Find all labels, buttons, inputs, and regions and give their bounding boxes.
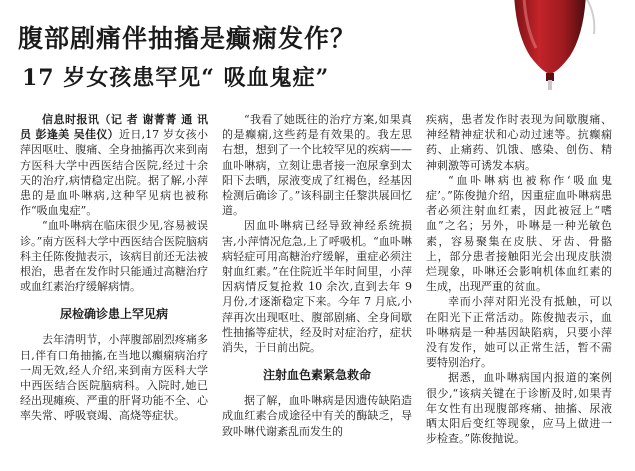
column-2 bbox=[222, 112, 412, 439]
paragraph: 因血卟啉病已经导致神经系统损害,小萍情况危急,上了呼吸机。“血卟啉病轻症可用高糖治疗缓解，重症必须注射血红素。”在住院近半年时间里，小萍因病情反复抢救 10 余次,直到去年 9 月份,才逐渐稳定下来。今年 7 月底,小萍再次出现呕吐、腹部剧痛、全身间歇性抽搐等症状，经及时对症治疗，症状消失，于日前出院。 bbox=[222, 219, 412, 355]
headline: 腹部剧痛伴抽搐是癫痫发作？ bbox=[18, 24, 357, 53]
column-3 bbox=[426, 112, 612, 446]
paragraph bbox=[20, 112, 208, 218]
paragraph: “血卟啉病也被称作‘吸血鬼症’。”陈俊抛介绍，因重症血卟啉病患者必须注射血红素，因此被冠上“嗜血”之名；另外，卟啉是一种光敏色素，容易聚集在皮肤、牙齿、骨骼上，部分患者接触阳光会出现皮肤溃烂现象，卟啉还会影响机体血红素的生成，出现严重的贫血。 bbox=[426, 173, 612, 294]
paragraph: 疾病，患者发作时表现为间歇腹痛、神经精神症状和心动过速等。抗癫痫药、止痛药、饥饿、感染、创伤、精神刺激等可诱发本病。 bbox=[426, 113, 612, 172]
subheadline: 17 岁女孩患罕见“ 吸血鬼症” bbox=[22, 65, 330, 91]
paragraph: 据了解，血卟啉病是因遗传缺陷造成血红素合成途径中有关的酶缺乏，导致卟啉代谢紊乱而发生的 bbox=[222, 394, 412, 438]
section-heading: 尿检确诊患上罕见病 bbox=[59, 307, 168, 322]
paragraph: 幸而小萍对阳光没有抵触，可以在阳光下正常活动。陈俊抛表示，血卟啉病是一种基因缺陷病，只要小萍没有发作，她可以正常生活，暂不需要特别治疗。 bbox=[426, 295, 612, 370]
paragraph: 据悉，血卟啉病国内报道的案例很少,“该病关键在于诊断及时,如果青年女性有出现腹部疼痛、抽搐、尿液晒太阳后变红等现象，应马上做进一步检查。”陈俊抛说。 bbox=[426, 371, 612, 446]
lead-text: 近日,17 岁女孩小萍因呕吐、腹痛、全身抽搐再次来到南方医科大学中西医结合医院,经过十余天的治疗,病情稳定出院。据了解,小萍患的是血卟啉病,这种罕见病也被称作“吸血鬼症”。 bbox=[20, 128, 208, 218]
section-heading: 注射血色素紧急救命 bbox=[262, 368, 371, 383]
byline: 信息时报讯（记 者 谢菁菁 通 讯 员 彭逢美 吴佳仪） bbox=[20, 113, 208, 142]
column-1 bbox=[20, 112, 208, 424]
iv-blood-bag-icon bbox=[500, 0, 600, 90]
paragraph: 去年清明节，小萍腹部剧烈疼痛多日,伴有口角抽搐,在当地以癫痫病治疗一周无效,经人介绍,来到南方医科大学中西医结合医院脑病科。入院时,她已经出现瘫痪、严重的肝肾功能不全、心率失常、呼吸衰竭、高烧等症状。 bbox=[20, 333, 208, 423]
paragraph: “血卟啉病在临床很少见,容易被误诊。”南方医科大学中西医结合医院脑病科主任陈俊抛表示，该病目前还无法被根治，患者在发作时只能通过高糖治疗或血红素治疗缓解病情。 bbox=[20, 219, 208, 294]
paragraph: “我看了她既往的治疗方案,如果真的是癫痫,这些药是有效果的。我左思右想，想到了一个比较罕见的疾病——血卟啉病，立刻让患者接一泡尿拿到太阳下去晒，尿液变成了红褐色，经基因检测后确诊了。”该科副主任黎洪展回忆道。 bbox=[222, 113, 412, 218]
